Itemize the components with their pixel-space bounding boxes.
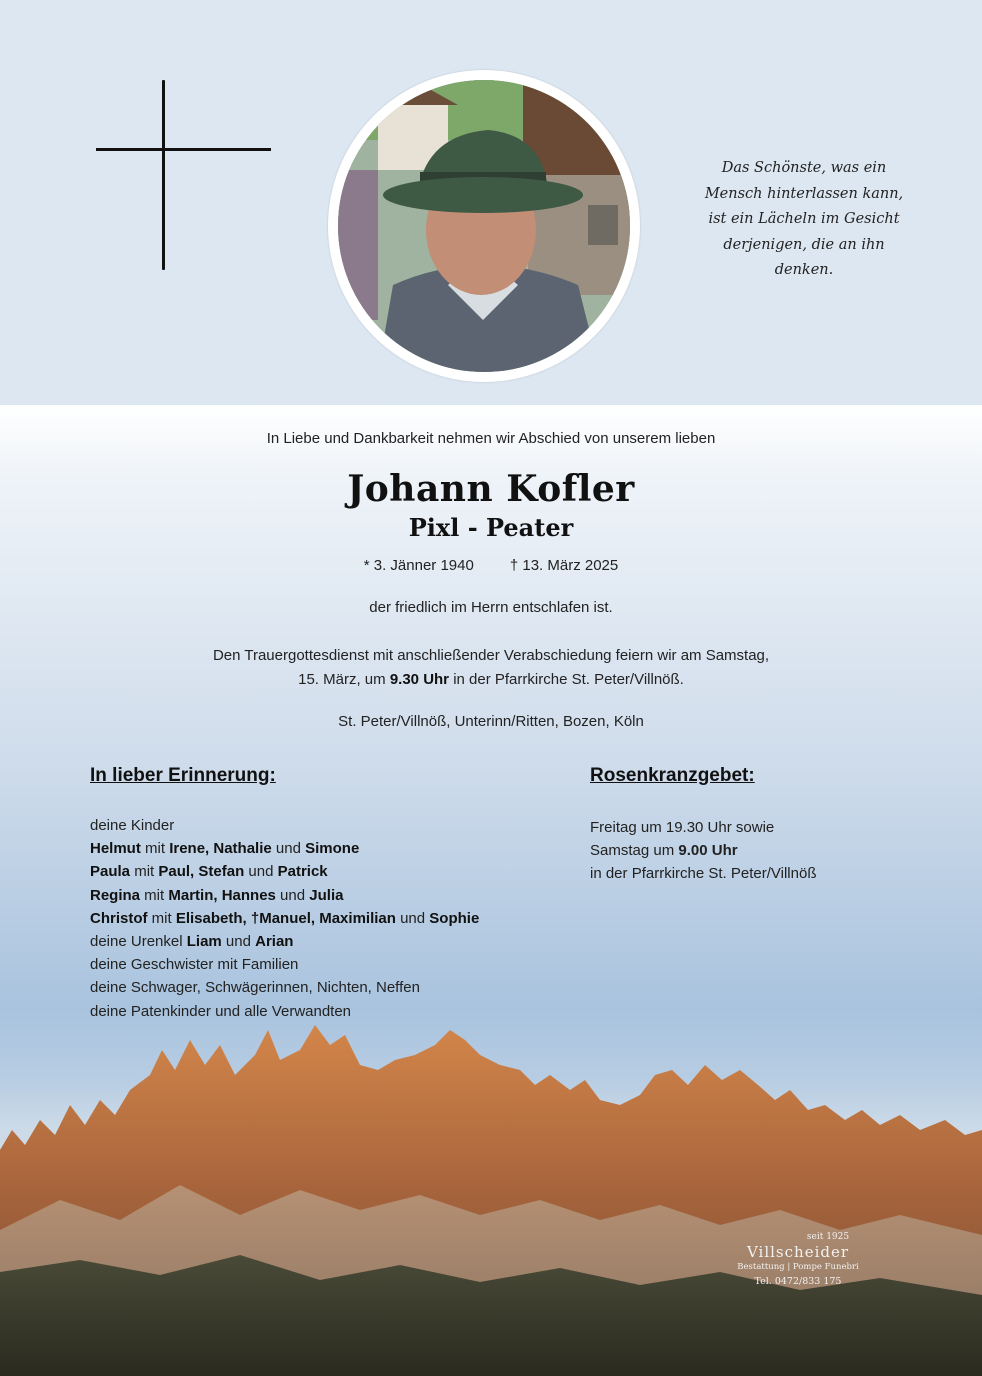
connector-text: und bbox=[221, 933, 256, 951]
header-band bbox=[0, 0, 982, 405]
family-name: Paula bbox=[90, 863, 131, 881]
rosary-title: Rosenkranzgebet: bbox=[590, 765, 755, 786]
quote-line: denken. bbox=[774, 262, 834, 278]
family-name: Martin, Hannes bbox=[168, 886, 276, 904]
list-item: deine Geschwister mit Familien bbox=[90, 956, 299, 974]
deceased-nickname: Pixl - Peater bbox=[408, 513, 574, 542]
list-item: deine Schwager, Schwägerinnen, Nichten, Neffen bbox=[90, 979, 420, 997]
connector-text: mit bbox=[130, 863, 159, 881]
list-item bbox=[90, 837, 479, 860]
family-lines bbox=[90, 837, 479, 953]
list-item: deine Patenkinder und alle Verwandten bbox=[90, 1002, 352, 1020]
memory-title: In lieber Erinnerung: bbox=[90, 765, 276, 786]
list-item: deine Kinder bbox=[90, 817, 175, 834]
family-name: Irene, Nathalie bbox=[169, 840, 272, 858]
rosary-line: in der Pfarrkirche St. Peter/Villnöß bbox=[590, 865, 817, 883]
family-name: Elisabeth, †Manuel, Maximilian bbox=[175, 909, 396, 927]
family-name: Regina bbox=[90, 886, 141, 904]
family-name: Julia bbox=[309, 886, 344, 904]
list-item bbox=[90, 860, 479, 883]
service-time: 9.30 Uhr bbox=[389, 671, 450, 688]
rosary-info bbox=[590, 816, 816, 886]
death-date: † 13. März 2025 bbox=[509, 557, 619, 574]
logo-since: seit 1925 bbox=[806, 1232, 850, 1242]
memorial-quote bbox=[676, 156, 932, 284]
quote-line: derjenigen, die an ihn bbox=[723, 236, 885, 253]
service-line: Den Trauergottesdienst mit anschließender Verabschiedung feiern wir am Samstag, bbox=[212, 647, 770, 664]
birth-date: * 3. Jänner 1940 bbox=[363, 557, 474, 574]
deceased-name: Johann Kofler bbox=[347, 468, 635, 510]
service-date: 15. März, um bbox=[298, 671, 390, 688]
portrait-photo bbox=[338, 80, 630, 372]
logo-subtitle: Bestattung | Pompe Funebri bbox=[737, 1262, 859, 1272]
rosary-line: Freitag um 19.30 Uhr sowie bbox=[590, 819, 775, 836]
connector-text: deine Urenkel bbox=[90, 933, 187, 951]
mourners-list bbox=[90, 814, 479, 1023]
family-name: Sophie bbox=[429, 909, 480, 927]
quote-line: Mensch hinterlassen kann, bbox=[704, 185, 904, 202]
connector-text: mit bbox=[140, 840, 170, 858]
cross-icon bbox=[162, 80, 165, 270]
logo-name: Villscheider bbox=[746, 1243, 850, 1261]
connector-text: mit bbox=[147, 909, 176, 927]
intro-text: In Liebe und Dankbarkeit nehmen wir Abschied von unserem lieben bbox=[266, 430, 716, 447]
list-item bbox=[90, 884, 479, 907]
life-dates bbox=[0, 557, 982, 574]
family-name: Christof bbox=[90, 909, 148, 927]
mountain-panorama bbox=[0, 1010, 982, 1376]
connector-text: und bbox=[275, 886, 310, 904]
list-item bbox=[90, 907, 479, 930]
family-name: Patrick bbox=[277, 863, 328, 881]
quote-line: Das Schönste, was ein bbox=[721, 160, 887, 176]
quote-line: ist ein Lächeln im Gesicht bbox=[708, 211, 900, 227]
funeral-home-logo bbox=[718, 1232, 878, 1287]
funeral-service-text bbox=[0, 644, 982, 692]
family-name: Arian bbox=[255, 933, 294, 951]
connector-text: und bbox=[244, 863, 278, 881]
rosary-time: 9.00 Uhr bbox=[678, 842, 738, 860]
passing-text: der friedlich im Herrn entschlafen ist. bbox=[369, 599, 613, 616]
rosary-day: Samstag um bbox=[590, 842, 679, 860]
family-name: Simone bbox=[305, 840, 360, 858]
logo-phone: Tel. 0472/833 175 bbox=[754, 1276, 842, 1287]
portrait-frame bbox=[328, 70, 640, 382]
family-name: Liam bbox=[186, 933, 222, 951]
cross-icon-bar bbox=[96, 148, 271, 151]
rosary-line bbox=[590, 839, 816, 862]
service-location: in der Pfarrkirche St. Peter/Villnöß. bbox=[449, 671, 684, 688]
family-name: Helmut bbox=[90, 840, 141, 858]
family-places: St. Peter/Villnöß, Unterinn/Ritten, Bozen, Köln bbox=[338, 713, 644, 730]
family-name: Paul, Stefan bbox=[158, 863, 245, 881]
connector-text: und bbox=[395, 909, 430, 927]
connector-text: mit bbox=[140, 886, 169, 904]
service-line bbox=[0, 668, 982, 692]
list-item bbox=[90, 930, 479, 953]
connector-text: und bbox=[271, 840, 306, 858]
